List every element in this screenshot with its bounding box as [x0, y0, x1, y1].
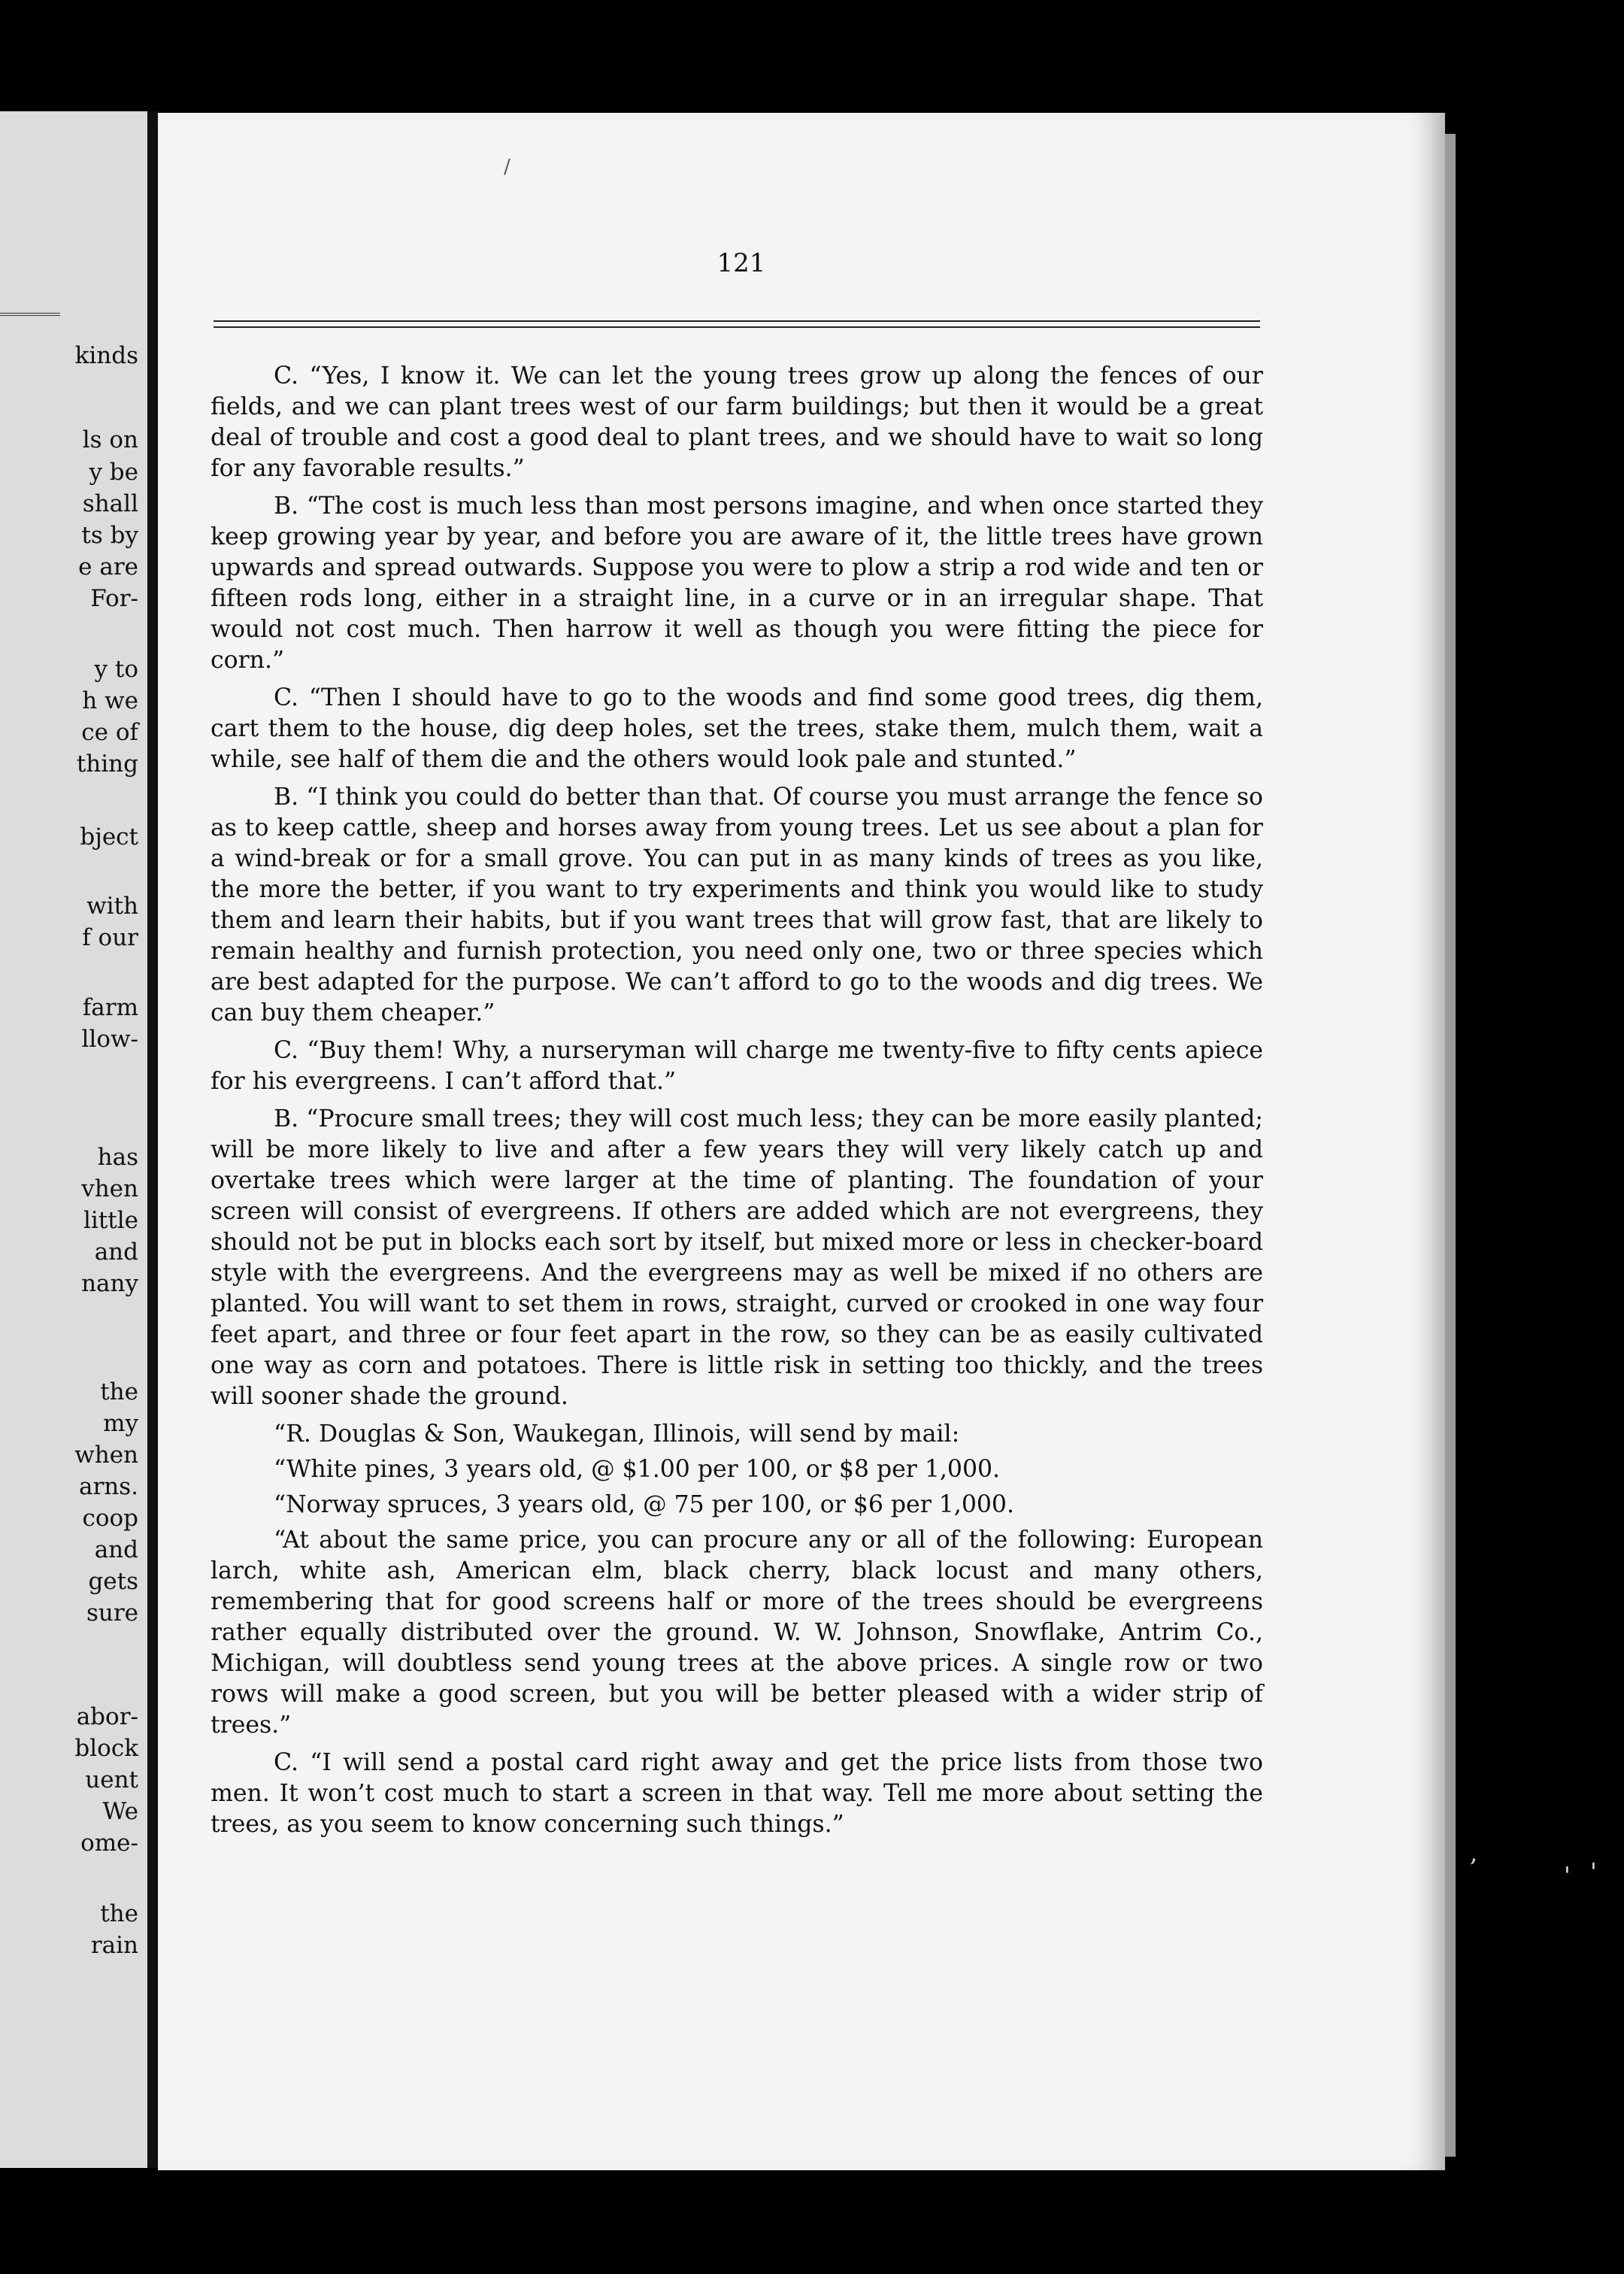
- book-gutter: [147, 111, 158, 2168]
- facing-page-line-fragment: ls on: [82, 426, 138, 453]
- facing-page-line-fragment: abor-: [76, 1703, 138, 1730]
- stray-mark: /: [504, 156, 511, 178]
- facing-page-line-fragment: For-: [90, 585, 138, 612]
- facing-page-line-fragment: vhen: [81, 1175, 138, 1202]
- facing-page-line-fragment: uent: [85, 1766, 138, 1793]
- paragraph: C. “I will send a postal card right away and get the price lists from those two men. It won’t cost much to start a screen in that way. Tell me more about setting the trees, as you seem to know concerning such things.”: [211, 1749, 1263, 1838]
- facing-page-header-rule: [0, 313, 60, 316]
- scan-speck: ': [1564, 1861, 1571, 1890]
- facing-page-line-fragment: coop: [82, 1505, 138, 1532]
- facing-page-line-fragment: rain: [90, 1932, 138, 1959]
- facing-page-line-fragment: arns.: [78, 1473, 138, 1500]
- facing-page-line-fragment: y to: [94, 656, 138, 683]
- facing-page-line-fragment: e are: [78, 553, 138, 581]
- book-page: [158, 113, 1445, 2170]
- facing-page-line-fragment: gets: [88, 1568, 138, 1595]
- facing-page-line-fragment: farm: [82, 994, 138, 1021]
- facing-page-line-fragment: the: [100, 1378, 138, 1405]
- facing-page-line-fragment: little: [83, 1207, 138, 1234]
- facing-page-line-fragment: the: [100, 1900, 138, 1927]
- facing-page-line-fragment: block: [74, 1735, 138, 1762]
- facing-page-line-fragment: sure: [86, 1599, 138, 1627]
- facing-page-line-fragment: when: [74, 1442, 138, 1469]
- facing-page-line-fragment: and: [94, 1239, 138, 1266]
- paragraph: C. “Yes, I know it. We can let the young trees grow up along the fences of our fields, and we can plant trees west of our farm buildings; but then it would be a great deal of trouble and cost a good deal to plant trees, and we should have to wait so long for any favorable results.”: [211, 362, 1263, 482]
- paragraph: B. “I think you could do better than that. Of course you must arrange the fence so as to keep cattle, sheep and horses away from young trees. Let us see about a plan for a wind-break or for a small grove. You can put in as many kinds of trees as you like, the more the better, if you want to try experiments and think you would like to study them and learn their habits, but if you want trees that will grow fast, that are likely to remain healthy and furnish protection, you need only one, two or three species which are best adapted for the purpose. We can’t afford to go to the woods and dig trees. We can buy them cheaper.”: [211, 784, 1263, 1026]
- facing-page-line-fragment: bject: [80, 823, 138, 850]
- facing-page-line-fragment: and: [94, 1536, 138, 1563]
- page-edge-shadow: [1445, 134, 1456, 2157]
- scan-speck: ,: [1470, 1839, 1478, 1867]
- paragraph: B. “Procure small trees; they will cost much less; they can be more easily planted; will be more likely to live and after a few years they will very likely catch up and overtake trees which were larger at the time of planting. The foundation of your screen will consist of evergreens. If others are added which are not evergreens, they should not be put in blocks each sort by itself, but mixed more or less in checker-board style with the evergreens. And the evergreens may as well be mixed if no others are planted. You will want to set them in rows, straight, curved or crooked in one way four feet apart, and three or four feet apart in the row, so they can be as easily cultivated one way as corn and potatoes. There is little risk in setting too thickly, and the trees will sooner shade the ground.: [211, 1105, 1263, 1410]
- facing-page-line-fragment: ts by: [81, 522, 138, 549]
- paragraph: C. “Buy them! Why, a nurseryman will charge me twenty-five to fifty cents apiece for his evergreens. I can’t afford that.”: [211, 1037, 1263, 1095]
- facing-page-line-fragment: ce of: [81, 719, 138, 746]
- facing-page-line-fragment: kinds: [74, 342, 138, 369]
- paragraph: “Norway spruces, 3 years old, @ 75 per 100, or $6 per 1,000.: [274, 1491, 1014, 1518]
- header-rule: [214, 320, 1260, 328]
- facing-page-line-fragment: y be: [89, 459, 138, 486]
- facing-page-line-fragment: has: [97, 1144, 138, 1171]
- page-number: 121: [717, 248, 766, 278]
- facing-page-left: [0, 111, 147, 2168]
- facing-page-line-fragment: h we: [82, 687, 138, 714]
- page-body: [211, 361, 1263, 1847]
- facing-page-line-fragment: We: [102, 1798, 138, 1825]
- facing-page-line-fragment: my: [103, 1410, 138, 1437]
- paragraph: “R. Douglas & Son, Waukegan, Illinois, will send by mail:: [274, 1420, 960, 1448]
- paragraph: C. “Then I should have to go to the woods and find some good trees, dig them, cart them to the house, dig deep holes, set the trees, stake them, mulch them, wait a while, see half of them die and the others would look pale and stunted.”: [211, 684, 1263, 773]
- scan-speck: ': [1590, 1857, 1597, 1886]
- facing-page-line-fragment: thing: [76, 750, 138, 778]
- facing-page-line-fragment: nany: [81, 1270, 138, 1297]
- paragraph: “At about the same price, you can procure any or all of the following: European larch, white ash, American elm, black cherry, black locust and many others, remembering that for good screens half or more of the trees should be evergreens rather equally distributed over the ground. W. W. Johnson, Snowflake, Antrim Co., Michigan, will doubtless send young trees at the above prices. A single row or two rows will make a good screen, but you will be better pleased with a wider strip of trees.”: [211, 1527, 1263, 1739]
- paragraph: B. “The cost is much less than most persons imagine, and when once started they keep growing year by year, and before you are aware of it, the little trees have grown upwards and spread outwards. Suppose you were to plow a strip a rod wide and ten or fifteen rods long, either in a straight line, in a curve or in an irregular shape. That would not cost much. Then harrow it well as though you were fitting the piece for corn.”: [211, 493, 1263, 674]
- facing-page-line-fragment: f our: [82, 924, 138, 951]
- paragraph: “White pines, 3 years old, @ $1.00 per 100, or $8 per 1,000.: [274, 1456, 1001, 1483]
- facing-page-line-fragment: llow-: [81, 1026, 138, 1053]
- facing-page-line-fragment: with: [86, 893, 138, 920]
- facing-page-line-fragment: shall: [82, 490, 138, 517]
- facing-page-line-fragment: ome-: [80, 1830, 138, 1857]
